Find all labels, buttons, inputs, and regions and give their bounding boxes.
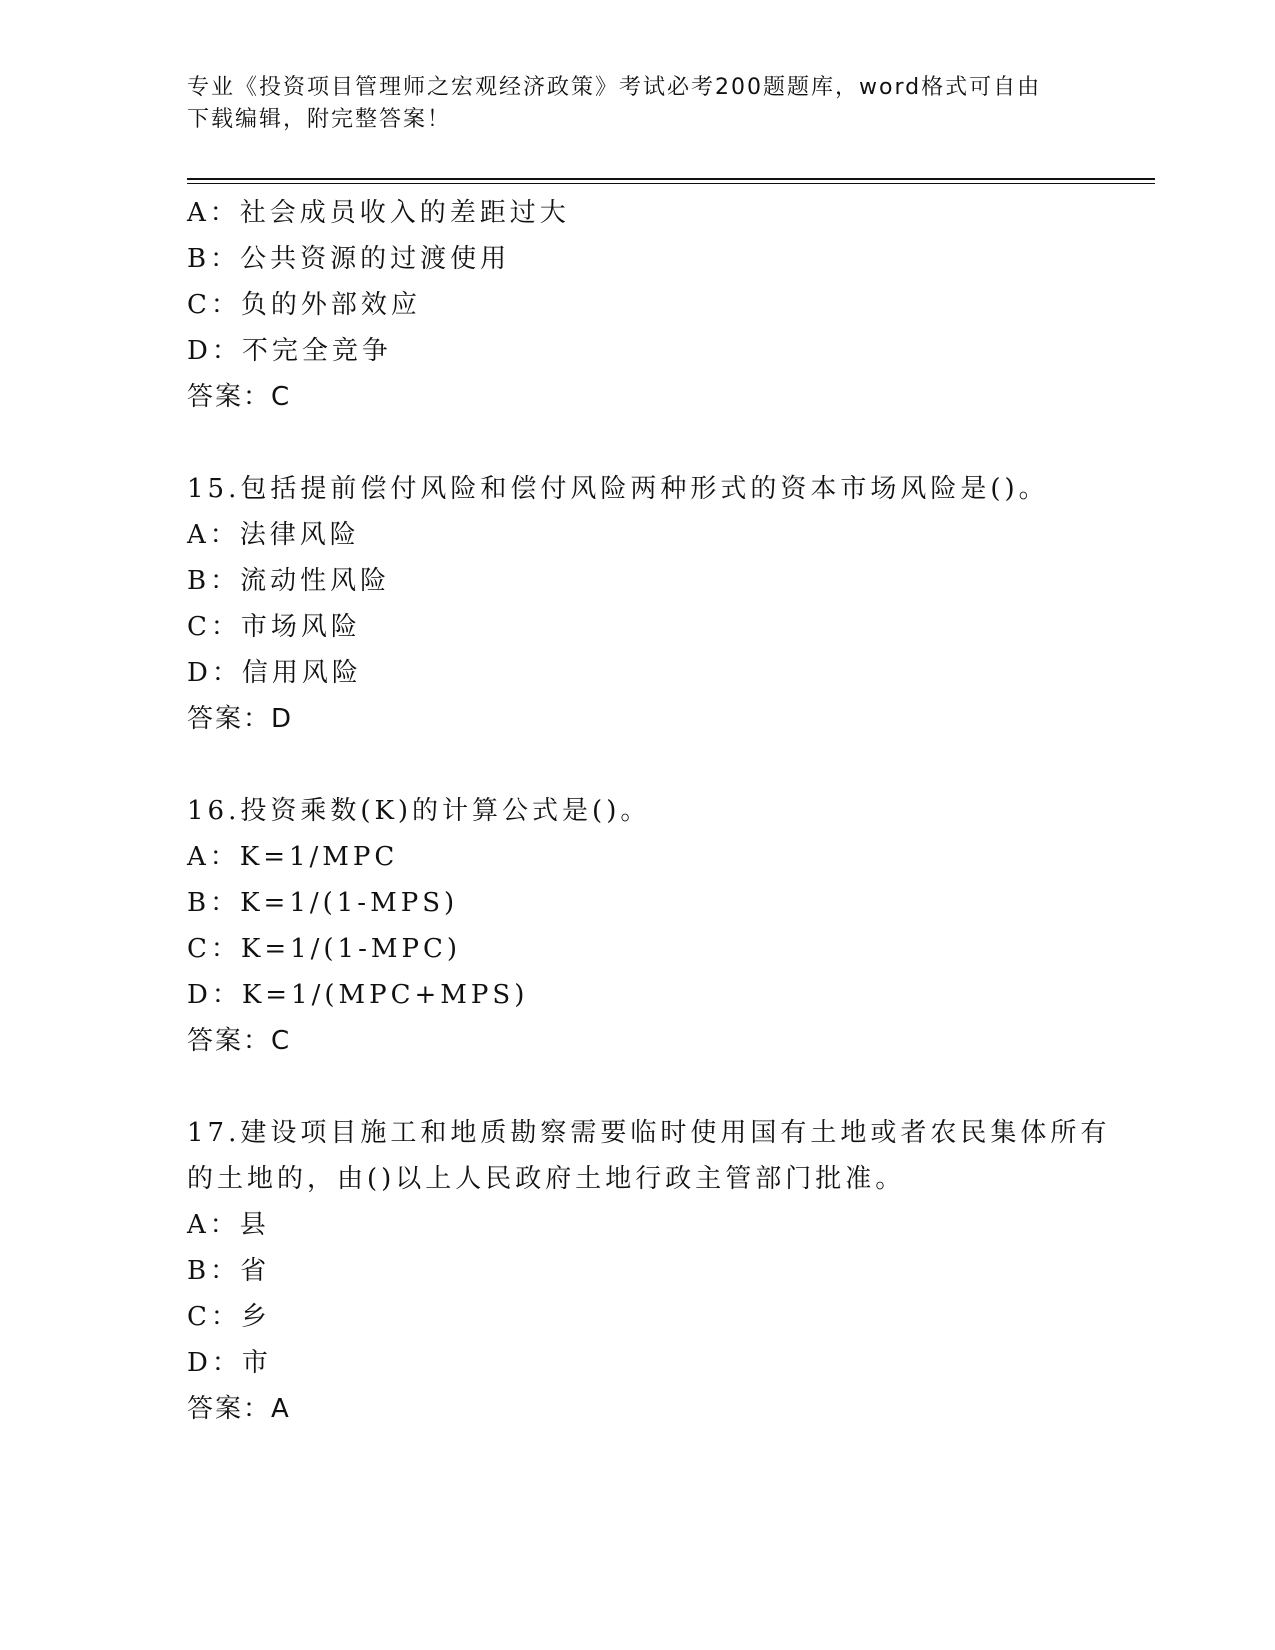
option-a: A：法律风险: [187, 520, 360, 550]
option-c: C：负的外部效应: [187, 290, 421, 320]
question-list: [187, 190, 1111, 1432]
question-stem-line: 15.包括提前偿付风险和偿付风险两种形式的资本市场风险是()。: [187, 474, 1049, 504]
option-c: C：K=1/(1-MPC): [187, 934, 462, 964]
option-b: B：K=1/(1-MPS): [187, 888, 459, 918]
question-stem: [187, 1110, 1111, 1202]
answer-line: 答案：C: [187, 1026, 292, 1056]
answer-line: 答案：D: [187, 704, 294, 734]
option-c: C：市场风险: [187, 612, 361, 642]
question-stem-line-2: 的土地的，由()以上人民政府土地行政主管部门批准。: [187, 1164, 906, 1194]
option-a: A：县: [187, 1210, 270, 1240]
option-d: D：不完全竞争: [187, 336, 392, 366]
question-stem-line-1: 17.建设项目施工和地质勘察需要临时使用国有土地或者农民集体所有: [187, 1118, 1111, 1148]
option-a: A：K=1/MPC: [187, 842, 399, 872]
answer-line: 答案：A: [187, 1394, 291, 1424]
option-b: B：公共资源的过渡使用: [187, 244, 511, 274]
option-a: A：社会成员收入的差距过大: [187, 198, 570, 228]
option-c: C：乡: [187, 1302, 271, 1332]
question-16: [187, 788, 1087, 1064]
header-divider-thin: [187, 183, 1155, 184]
question-stem: [187, 788, 1087, 834]
header-title-line-2: 下载编辑，附完整答案！: [187, 107, 452, 132]
option-d: D：信用风险: [187, 658, 362, 688]
document-header: [187, 72, 1087, 136]
header-divider-thick: [187, 178, 1155, 180]
header-title-line-1: 专业《投资项目管理师之宏观经济政策》考试必考200题题库，word格式可自由: [187, 75, 1042, 100]
option-d: D：K=1/(MPC+MPS): [187, 980, 529, 1010]
option-b: B：流动性风险: [187, 566, 391, 596]
question-stem-line: 16.投资乘数(K)的计算公式是()。: [187, 796, 651, 826]
answer-line: 答案：C: [187, 382, 292, 412]
option-b: B：省: [187, 1256, 271, 1286]
question-15: [187, 466, 1087, 742]
question-17: [187, 1110, 1111, 1432]
option-d: D：市: [187, 1348, 272, 1378]
question-14-continuation: [187, 190, 1087, 420]
question-stem: [187, 466, 1087, 512]
